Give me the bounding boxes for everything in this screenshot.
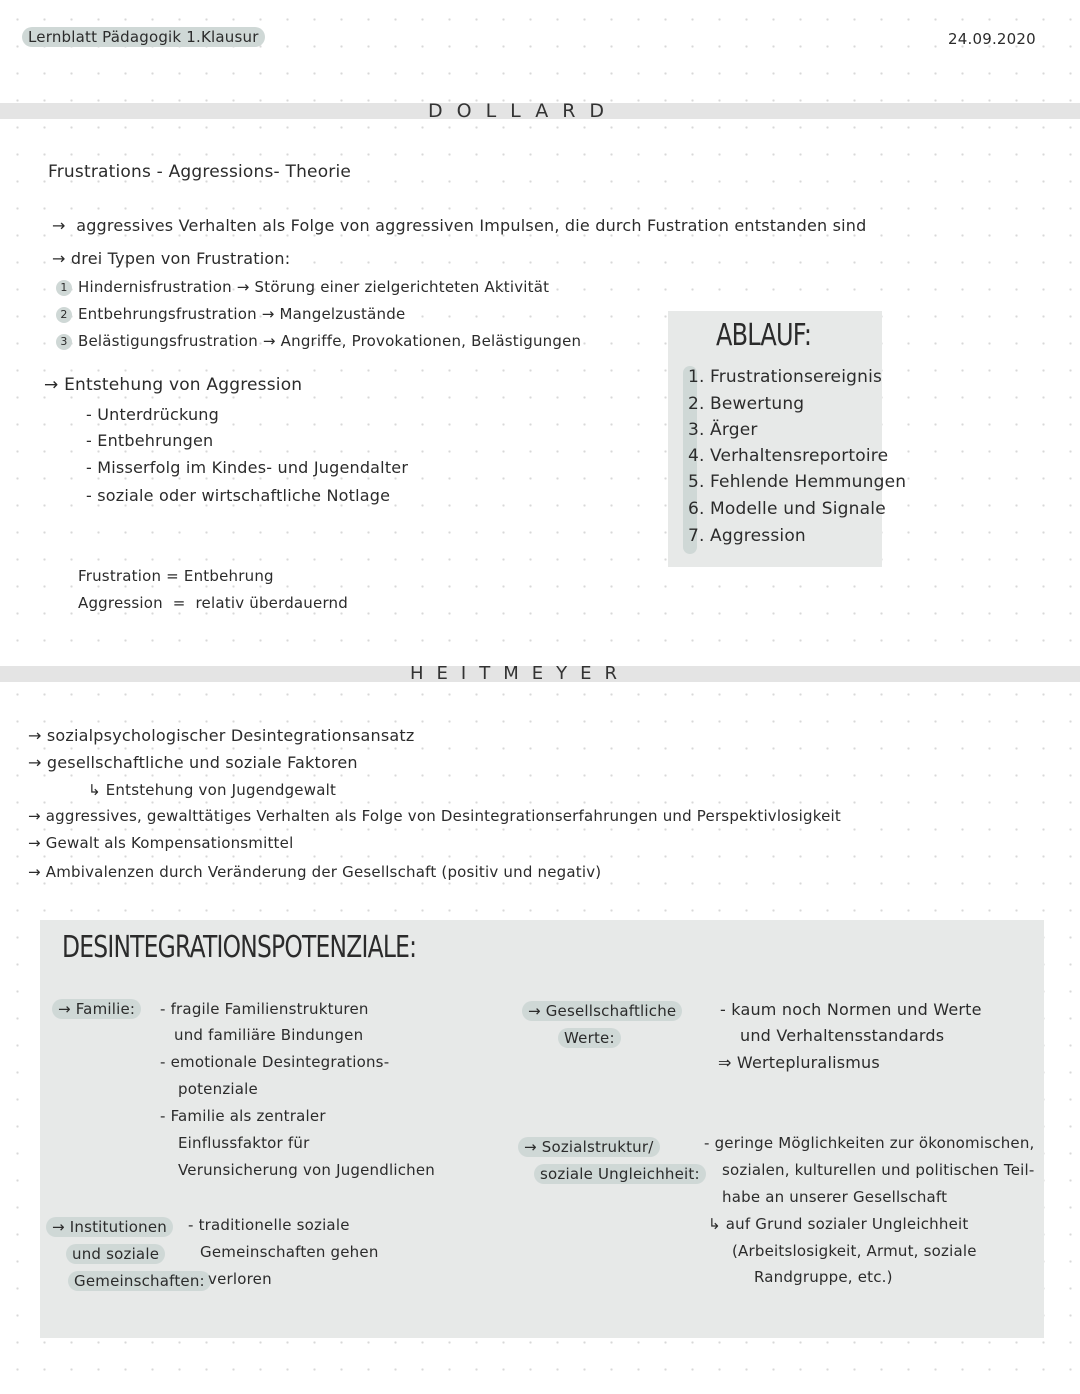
dollard-line-1: → aggressives Verhalten als Folge von aggressiven Impulsen, die durch Fustration entstanden sind [52, 216, 867, 235]
heitmeyer-line: → aggressives, gewalttätiges Verhalten als Folge von Desintegrationserfahrungen und Perspektivlosigkeit [28, 807, 841, 825]
sozial-label: → Sozialstruktur/ soziale Ungleichheit: [518, 1134, 706, 1188]
heitmeyer-line: → gesellschaftliche und soziale Faktoren [28, 753, 358, 772]
familie-label: → Familie: [52, 1000, 141, 1018]
familie-line: - emotionale Desintegrations- [160, 1053, 390, 1071]
origin-item: - Misserfolg im Kindes- und Jugendalter [86, 458, 409, 477]
origin-item: - Entbehrungen [86, 431, 214, 450]
heitmeyer-line: → sozialpsychologischer Desintegrationsansatz [28, 726, 415, 745]
arrow-icon: → [52, 249, 71, 268]
definition-aggression: Aggression = relativ überdauernd [78, 594, 348, 612]
werte-label: → Gesellschaftliche Werte: [522, 998, 682, 1052]
heitmeyer-line: → Ambivalenzen durch Veränderung der Gesellschaft (positiv und negativ) [28, 863, 602, 881]
sozial-line: habe an unserer Gesellschaft [722, 1188, 948, 1206]
werte-line: - kaum noch Normen und Werte [720, 1000, 982, 1019]
sozial-line: ↳ auf Grund sozialer Ungleichheit [708, 1215, 969, 1233]
ablauf-step: 2. Bewertung [688, 394, 805, 414]
sozial-line: (Arbeitslosigkeit, Armut, soziale [732, 1242, 977, 1260]
ablauf-step: 4. Verhaltensreportoire [688, 446, 889, 466]
theory-title: Frustrations - Aggressions- Theorie [48, 162, 352, 182]
familie-line: Einflussfaktor für [178, 1134, 310, 1152]
familie-line: und familiäre Bindungen [174, 1026, 364, 1044]
sozial-line: - geringe Möglichkeiten zur ökonomischen, [704, 1134, 1035, 1152]
familie-line: potenziale [178, 1080, 258, 1098]
dollard-line-2: → drei Typen von Frustration: [52, 249, 291, 268]
werte-line: und Verhaltensstandards [740, 1026, 945, 1045]
institutionen-label: → Institutionen und soziale Gemeinschaften: [46, 1214, 211, 1295]
arrow-icon: → [44, 375, 65, 395]
ablauf-step: 3. Ärger [688, 420, 758, 440]
heitmeyer-line: → Gewalt als Kompensationsmittel [28, 834, 294, 852]
frustration-type-3: 3 Belästigungsfrustration → Angriffe, Provokationen, Belästigungen [56, 332, 581, 350]
familie-line: - fragile Familienstrukturen [160, 1000, 369, 1018]
potenziale-title: DESINTEGRATIONSPOTENZIALE: [62, 930, 417, 965]
ablauf-step: 7. Aggression [688, 526, 806, 546]
ablauf-step: 1. Frustrationsereignis [688, 367, 883, 387]
frustration-type-1: 1 Hindernisfrustration → Störung einer zielgerichteten Aktivität [56, 278, 549, 296]
arrow-icon: → [52, 216, 77, 235]
origin-item: - Unterdrückung [86, 405, 220, 424]
ablauf-title: ABLAUF: [716, 318, 812, 353]
definition-frustration: Frustration = Entbehrung [78, 567, 274, 585]
header-title: Lernblatt Pädagogik 1.Klausur [22, 28, 265, 46]
section-heading-heitmeyer: HEITMEYER [410, 663, 630, 684]
sozial-line: sozialen, kulturellen und politischen Teil- [722, 1161, 1035, 1179]
ablauf-step: 6. Modelle und Signale [688, 499, 886, 519]
origin-item: - soziale oder wirtschaftliche Notlage [86, 486, 391, 505]
section-heading-dollard: DOLLARD [428, 100, 619, 122]
header-date: 24.09.2020 [948, 30, 1036, 48]
origin-title: → Entstehung von Aggression [44, 375, 303, 395]
sozial-line: Randgruppe, etc.) [754, 1268, 893, 1286]
heitmeyer-line: ↳ Entstehung von Jugendgewalt [88, 781, 337, 799]
frustration-type-2: 2 Entbehrungsfrustration → Mangelzustände [56, 305, 405, 323]
institutionen-line: verloren [208, 1270, 272, 1288]
institutionen-line: - traditionelle soziale [188, 1216, 350, 1234]
ablauf-step: 5. Fehlende Hemmungen [688, 472, 907, 492]
institutionen-line: Gemeinschaften gehen [200, 1243, 379, 1261]
werte-line: ⇒ Wertepluralismus [718, 1053, 880, 1072]
familie-line: Verunsicherung von Jugendlichen [178, 1161, 436, 1179]
familie-line: - Familie als zentraler [160, 1107, 326, 1125]
